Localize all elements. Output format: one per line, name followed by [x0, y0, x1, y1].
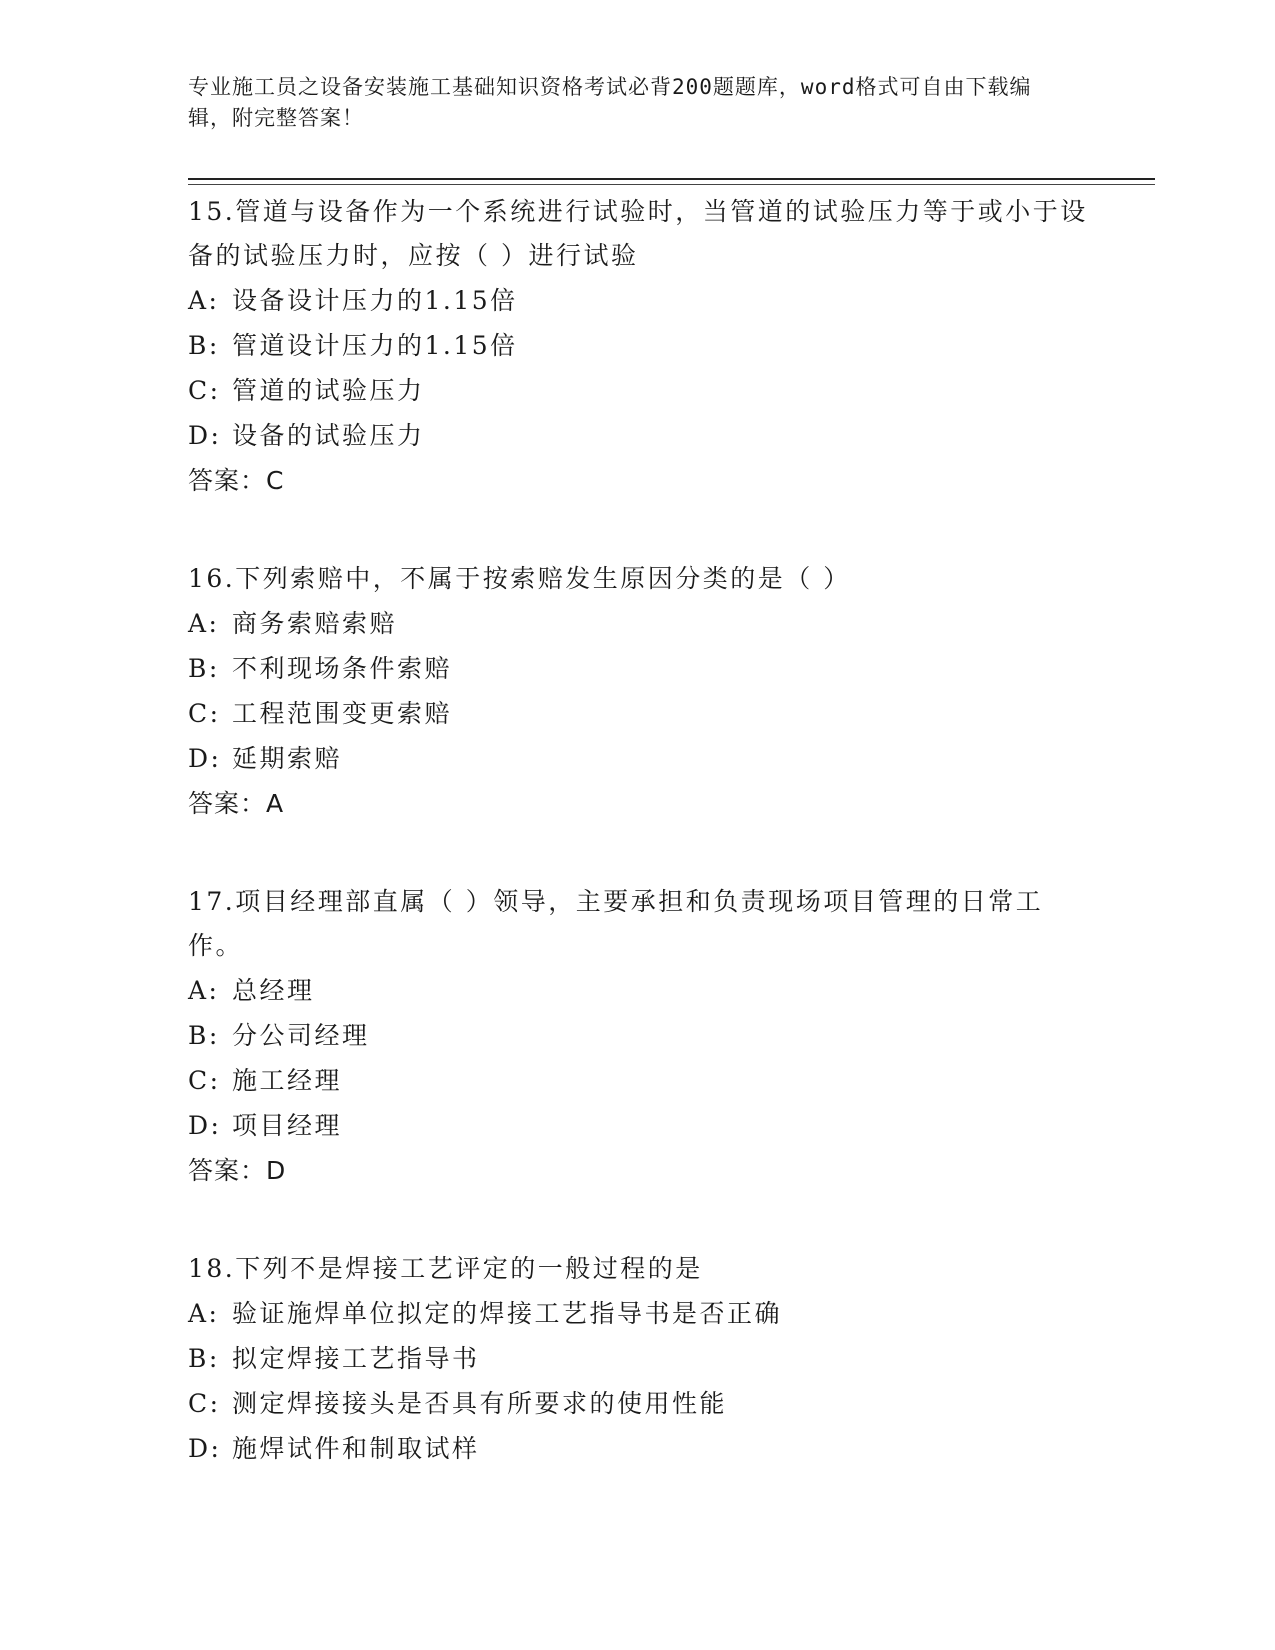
option-text: 拟定焊接工艺指导书: [232, 1344, 480, 1373]
option-b: [188, 323, 1088, 368]
option-letter: C:: [188, 1389, 221, 1418]
option-text: 管道设计压力的1.15倍: [232, 331, 518, 360]
option-text: 管道的试验压力: [232, 376, 425, 405]
document-header: 专业施工员之设备安装施工基础知识资格考试必背200题题库，word格式可自由下载编辑，附完整答案！: [188, 75, 1032, 130]
option-letter: C:: [188, 1066, 221, 1095]
option-letter: A:: [188, 286, 220, 315]
option-text: 项目经理: [232, 1111, 343, 1140]
option-d: [188, 413, 1088, 458]
option-text: 商务索赔索赔: [232, 609, 398, 638]
header-divider-thin: [188, 184, 1155, 185]
option-letter: D:: [188, 1434, 222, 1463]
option-c: [188, 691, 1088, 736]
option-letter: B:: [188, 331, 220, 360]
option-letter: D:: [188, 744, 222, 773]
question-18: [188, 1247, 1088, 1471]
option-text: 分公司经理: [232, 1021, 370, 1050]
answer-line: 答案：D: [188, 1156, 287, 1185]
question-16: [188, 557, 1088, 826]
option-letter: A:: [188, 609, 220, 638]
question-15: [188, 190, 1088, 503]
option-b: [188, 1013, 1088, 1058]
question-list: [188, 190, 1088, 1525]
option-a: [188, 278, 1088, 323]
option-letter: D:: [188, 1111, 222, 1140]
option-letter: A:: [188, 976, 220, 1005]
option-letter: C:: [188, 699, 221, 728]
option-c: [188, 1058, 1088, 1103]
header-divider-thick: [188, 178, 1155, 180]
answer-line: 答案：A: [188, 789, 285, 818]
question-stem: 18.下列不是焊接工艺评定的一般过程的是: [188, 1254, 703, 1283]
option-d: [188, 1103, 1088, 1148]
option-text: 测定焊接接头是否具有所要求的使用性能: [232, 1389, 728, 1418]
option-text: 设备的试验压力: [232, 421, 425, 450]
option-letter: C:: [188, 376, 221, 405]
option-c: [188, 368, 1088, 413]
option-letter: D:: [188, 421, 222, 450]
option-text: 设备设计压力的1.15倍: [232, 286, 518, 315]
option-b: [188, 646, 1088, 691]
option-d: [188, 1426, 1088, 1471]
option-a: [188, 1291, 1088, 1336]
option-letter: B:: [188, 654, 220, 683]
option-text: 不利现场条件索赔: [232, 654, 453, 683]
question-stem: 15.管道与设备作为一个系统进行试验时，当管道的试验压力等于或小于设备的试验压力时，应按（ ）进行试验: [188, 197, 1088, 270]
option-text: 施工经理: [232, 1066, 343, 1095]
question-17: [188, 880, 1088, 1193]
option-text: 工程范围变更索赔: [232, 699, 453, 728]
option-a: [188, 601, 1088, 646]
answer-line: 答案：C: [188, 466, 285, 495]
option-a: [188, 968, 1088, 1013]
option-b: [188, 1336, 1088, 1381]
option-letter: A:: [188, 1299, 220, 1328]
option-text: 总经理: [232, 976, 315, 1005]
question-stem: 17.项目经理部直属（ ）领导，主要承担和负责现场项目管理的日常工作。: [188, 887, 1044, 960]
option-letter: B:: [188, 1344, 220, 1373]
option-text: 施焊试件和制取试样: [232, 1434, 480, 1463]
option-c: [188, 1381, 1088, 1426]
option-text: 验证施焊单位拟定的焊接工艺指导书是否正确: [232, 1299, 783, 1328]
question-stem: 16.下列索赔中，不属于按索赔发生原因分类的是（ ）: [188, 564, 851, 593]
option-text: 延期索赔: [232, 744, 343, 773]
option-d: [188, 736, 1088, 781]
option-letter: B:: [188, 1021, 220, 1050]
